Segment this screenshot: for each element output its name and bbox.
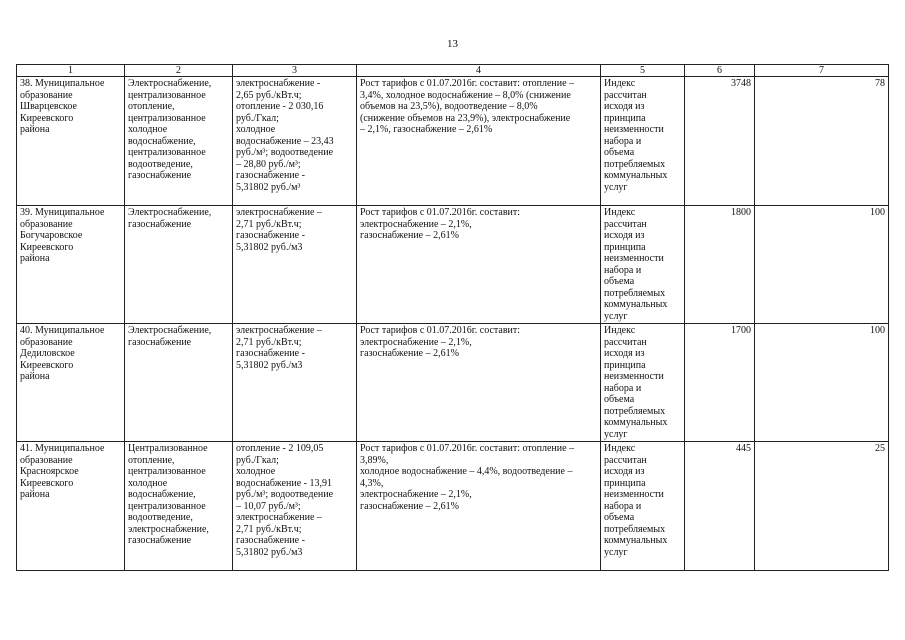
municipality-name: Муниципальное образование Богучаровское Киреевского района	[20, 207, 105, 264]
tariffs-cell: электроснабжение – 2,71 руб./кВт.ч; газоснабжение - 5,31802 руб./м3	[233, 324, 357, 442]
row-index: 41.	[20, 443, 33, 454]
municipality-cell	[17, 77, 125, 206]
index-note-cell: Индекс рассчитан исходя из принципа неизменности набора и объема потребляемых коммунальных услуг	[601, 77, 685, 206]
tariff-table	[16, 64, 889, 571]
row-index: 40.	[20, 325, 33, 336]
column-header: 2	[125, 65, 233, 77]
index-note-cell: Индекс рассчитан исходя из принципа неизменности набора и объема потребляемых коммунальных услуг	[601, 206, 685, 324]
municipality-cell	[17, 206, 125, 324]
column-7-value: 78	[755, 77, 889, 206]
table-row	[17, 77, 889, 206]
municipality-cell	[17, 442, 125, 571]
municipality-name: Муниципальное образование Дедиловское Киреевского района	[20, 325, 105, 382]
municipality-name: Муниципальное образование Красноярское Киреевского района	[20, 443, 105, 500]
tariffs-cell: электроснабжение – 2,71 руб./кВт.ч; газоснабжение - 5,31802 руб./м3	[233, 206, 357, 324]
tariffs-cell: отопление - 2 109,05 руб./Гкал; холодное водоснабжение - 13,91 руб./м³; водоотведение – 10,07 руб./м³; электроснабжение – 2,71 руб./кВт.ч; газоснабжение - 5,31802 руб./м3	[233, 442, 357, 571]
growth-cell: Рост тарифов с 01.07.2016г. составит: отопление – 3,89%, холодное водоснабжение – 4,4%, водоотведение – 4,3%, электроснабжение – 2,1%, газоснабжение – 2,61%	[357, 442, 601, 571]
services-cell: Централизованное отопление, централизованное холодное водоснабжение, централизованное водоотведение, электроснабжение, газоснабжение	[125, 442, 233, 571]
column-6-value: 1700	[685, 324, 755, 442]
growth-cell: Рост тарифов с 01.07.2016г. составит: отопление – 3,4%, холодное водоснабжение – 8,0% (снижение объемов на 23,5%), водоотведение – 8,0% (снижение объемов на 23,9%), электроснабжение – 2,1%, газоснабжение – 2,61%	[357, 77, 601, 206]
row-index: 38.	[20, 78, 33, 89]
growth-cell: Рост тарифов с 01.07.2016г. составит: электроснабжение – 2,1%, газоснабжение – 2,61%	[357, 206, 601, 324]
column-number-row	[17, 65, 889, 77]
column-7-value: 100	[755, 324, 889, 442]
column-header: 7	[755, 65, 889, 77]
column-header: 1	[17, 65, 125, 77]
municipality-cell	[17, 324, 125, 442]
municipality-name: Муниципальное образование Шварцевское Киреевского района	[20, 78, 105, 135]
page-number: 13	[447, 38, 458, 50]
services-cell: Электроснабжение, централизованное отопление, централизованное холодное водоснабжение, централизованное водоотведение, газоснабжение	[125, 77, 233, 206]
column-header: 4	[357, 65, 601, 77]
column-6-value: 445	[685, 442, 755, 571]
table-row	[17, 442, 889, 571]
column-header: 3	[233, 65, 357, 77]
column-7-value: 100	[755, 206, 889, 324]
index-note-cell: Индекс рассчитан исходя из принципа неизменности набора и объема потребляемых коммунальных услуг	[601, 442, 685, 571]
column-header: 6	[685, 65, 755, 77]
table-row	[17, 324, 889, 442]
services-cell: Электроснабжение, газоснабжение	[125, 206, 233, 324]
column-header: 5	[601, 65, 685, 77]
tariffs-cell: электроснабжение - 2,65 руб./кВт.ч; отопление - 2 030,16 руб./Гкал; холодное водоснабжение – 23,43 руб./м³; водоотведение – 28,80 руб./м³; газоснабжение - 5,31802 руб./м³	[233, 77, 357, 206]
services-cell: Электроснабжение, газоснабжение	[125, 324, 233, 442]
growth-cell: Рост тарифов с 01.07.2016г. составит: электроснабжение – 2,1%, газоснабжение – 2,61%	[357, 324, 601, 442]
index-note-cell: Индекс рассчитан исходя из принципа неизменности набора и объема потребляемых коммунальных услуг	[601, 324, 685, 442]
column-7-value: 25	[755, 442, 889, 571]
table-row	[17, 206, 889, 324]
row-index: 39.	[20, 207, 33, 218]
column-6-value: 3748	[685, 77, 755, 206]
column-6-value: 1800	[685, 206, 755, 324]
